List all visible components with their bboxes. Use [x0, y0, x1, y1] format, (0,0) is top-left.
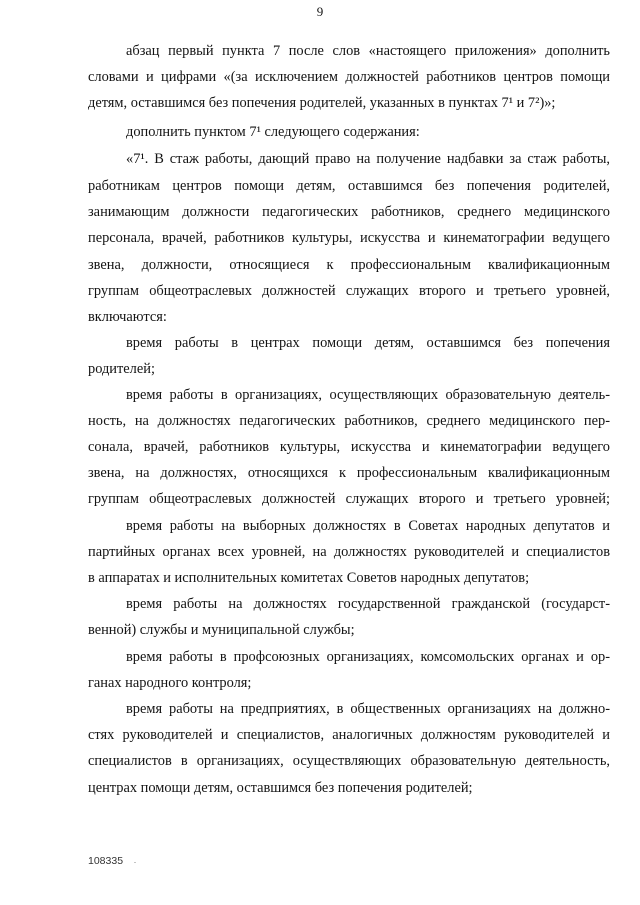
- paragraph-first-line: время работы в профсоюзных организациях, комсомольских органах и ор-: [126, 649, 610, 665]
- paragraph-line: партийных органах всех уровней, на должностях руководителей и специалистов: [88, 544, 610, 560]
- paragraph-line: специалистов в организациях, осуществляющих образовательную деятельность,: [88, 753, 610, 769]
- paragraph-line: стях руководителей и специалистов, аналогичных должностям руководителей и: [88, 727, 610, 743]
- paragraph-first-line: время работы на предприятиях, в общественных организациях на должно-: [126, 701, 610, 717]
- paragraph-line: включаются:: [88, 309, 167, 325]
- paragraph-line: в аппаратах и исполнительных комитетах Советов народных депутатов;: [88, 570, 530, 586]
- paragraph-line: родителей;: [88, 361, 155, 377]
- paragraph-line: словами и цифрами «(за исключением должностей работников центров помощи: [88, 69, 610, 85]
- paragraph-first-line: время работы в центрах помощи детям, оставшимся без попечения: [126, 335, 610, 351]
- scan-speck: .: [134, 856, 136, 865]
- paragraph-first-line: «7¹. В стаж работы, дающий право на получение надбавки за стаж работы,: [126, 151, 610, 167]
- paragraph-first-line: время работы на должностях государственной гражданской (государст-: [126, 596, 610, 612]
- paragraph-line: ность, на должностях педагогических работников, среднего медицинского пер-: [88, 413, 610, 429]
- document-code: 108335: [88, 855, 124, 867]
- paragraph-line: венной) службы и муниципальной службы;: [88, 622, 355, 638]
- paragraph-first-line: абзац первый пункта 7 после слов «настоящего приложения» дополнить: [126, 43, 610, 59]
- paragraph-first-line: время работы на выборных должностях в Советах народных депутатов и: [126, 518, 610, 534]
- paragraph-line: звена, на должностях, относящихся к профессиональным квалификационным: [88, 465, 610, 481]
- paragraph-first-line: время работы в организациях, осуществляющих образовательную деятель-: [126, 387, 610, 403]
- paragraph-line: группам общеотраслевых должностей служащих второго и третьего уровней;: [88, 491, 610, 507]
- paragraph-line: сонала, врачей, работников культуры, искусства и кинематографии ведущего: [88, 439, 610, 455]
- paragraph-line: работникам центров помощи детям, оставшимся без попечения родителей,: [88, 178, 610, 194]
- paragraph-line: звена, должности, относящиеся к профессиональным квалификационным: [88, 257, 610, 273]
- paragraph-line: группам общеотраслевых должностей служащих второго и третьего уровней,: [88, 283, 610, 299]
- paragraph-line: персонала, врачей, работников культуры, искусства и кинематографии ведущего: [88, 230, 610, 246]
- paragraph-line: детям, оставшимся без попечения родителей, указанных в пунктах 7¹ и 7²)»;: [88, 95, 556, 111]
- paragraph-line: центрах помощи детям, оставшимся без попечения родителей;: [88, 780, 473, 796]
- paragraph-first-line: дополнить пунктом 7¹ следующего содержания:: [126, 124, 420, 140]
- paragraph-line: занимающим должности педагогических работников, среднего медицинского: [88, 204, 610, 220]
- paragraph-line: ганах народного контроля;: [88, 675, 252, 691]
- page-number: 9: [316, 4, 324, 19]
